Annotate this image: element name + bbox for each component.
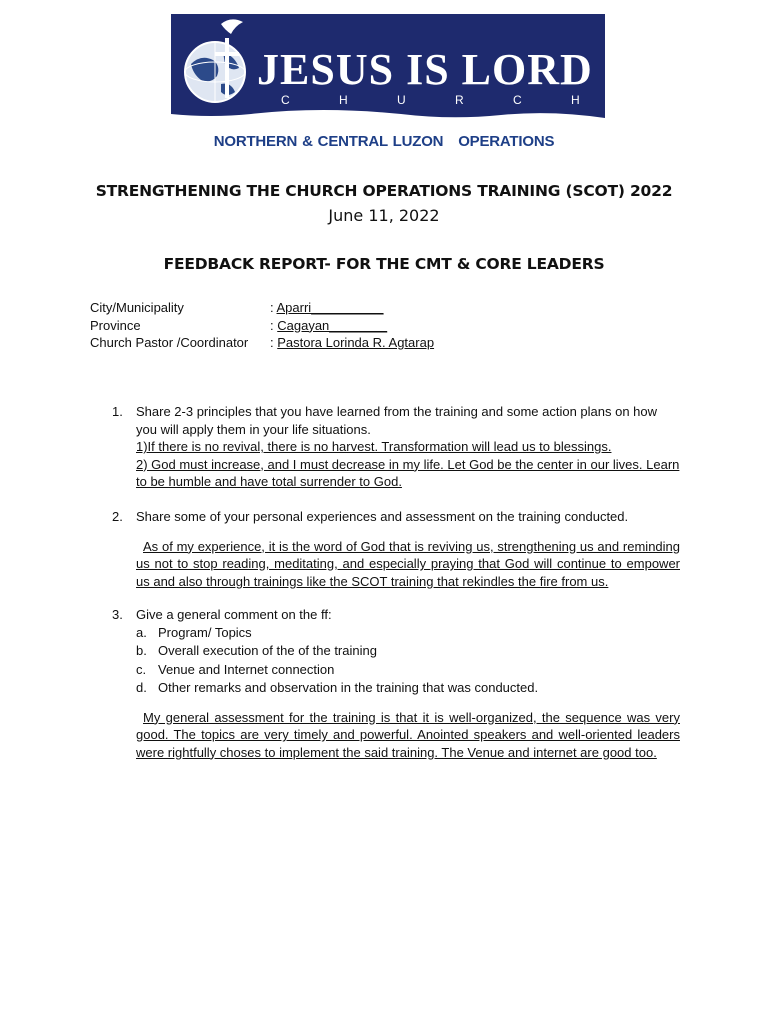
question-number: 3. xyxy=(112,607,123,622)
list-item: a. Program/ Topics xyxy=(136,624,252,640)
report-title: FEEDBACK REPORT- FOR THE CMT & CORE LEADERS xyxy=(163,255,605,273)
answer-text: As of my experience, it is the word of God that is reviving us, strengthening us and reminding us not to stop reading, meditating, and especially praying that God will continue to empower us and also through trainings like the SCOT training that rekindles the fire from us. xyxy=(136,538,680,589)
list-item: d. Other remarks and observation in the training that was conducted. xyxy=(136,680,539,695)
answer-text: My general assessment for the training is that it is well-organized, the sequence was very good. The topics are very timely and powerful. Anointed speakers and well-oriented leaders were rightfully choses to implement the said training. The Venue and internet are good too. xyxy=(136,709,680,760)
operations-subtitle: NORTHERN & CENTRAL LUZON OPERATIONS xyxy=(213,133,555,150)
list-item: b. Overall execution of the of the training xyxy=(136,643,377,658)
info-value: Cagayan________ xyxy=(277,317,388,333)
info-row-province: Province : Cagayan________ xyxy=(90,317,388,333)
comment-list xyxy=(136,624,680,698)
question-2 xyxy=(112,508,680,590)
question-number: 2. xyxy=(112,509,123,524)
question-1 xyxy=(112,403,680,491)
question-text: Give a general comment on the ff: xyxy=(136,607,332,622)
globe-icon xyxy=(185,42,245,102)
info-label: Province xyxy=(90,317,141,333)
question-3 xyxy=(112,606,680,761)
info-label: Church Pastor /Coordinator xyxy=(90,335,249,350)
document-date: June 11, 2022 xyxy=(328,206,440,225)
info-block xyxy=(90,299,434,352)
brand-main: JESUS IS LORD xyxy=(257,45,593,94)
church-logo xyxy=(171,14,605,122)
answer-text: 2) God must increase, and I must decrease in my life. Let God be the center in our lives. Learn to be humble and have total surrender to God. xyxy=(136,456,680,489)
brand-sub: C H U R C H xyxy=(281,93,603,107)
document-title: STRENGTHENING THE CHURCH OPERATIONS TRAINING (SCOT) 2022 xyxy=(95,182,673,200)
list-item: c. Venue and Internet connection xyxy=(136,661,335,677)
info-label: City/Municipality xyxy=(90,300,184,315)
info-row-city: City/Municipality : Aparri__________ xyxy=(90,300,384,315)
question-text: Share some of your personal experiences and assessment on the training conducted. xyxy=(136,509,629,524)
info-row-pastor: Church Pastor /Coordinator : Pastora Lorinda R. Agtarap xyxy=(90,335,435,350)
info-value: Aparri__________ xyxy=(276,300,384,315)
answer-text: 1)If there is no revival, there is no harvest. Transformation will lead us to blessings. xyxy=(136,439,612,454)
question-text: Share 2-3 principles that you have learned from the training and some action plans on how you will apply them in your life situations. xyxy=(136,404,658,437)
info-value: Pastora Lorinda R. Agtarap xyxy=(277,335,435,350)
question-number: 1. xyxy=(112,404,123,419)
